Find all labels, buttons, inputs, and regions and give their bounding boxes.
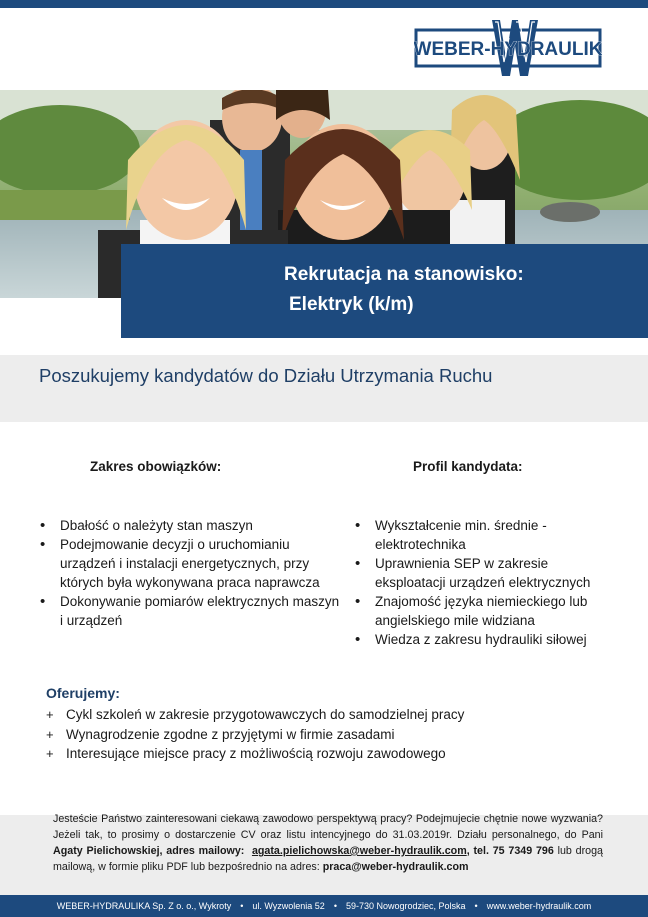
contact-email-link[interactable]: agata.pielichowska@weber-hydraulik.com — [251, 845, 467, 857]
offer-list — [46, 705, 464, 764]
footer-separator: • — [474, 901, 478, 911]
duties-heading: Zakres obowiązków: — [90, 459, 222, 474]
contact-intro: Jesteście Państwo zainteresowani ciekawą zawodowo perspektywą pracy? Podejmujecie chętnie nowe wyzwania? Jeżeli tak, to prosimy o dostarczenie CV oraz listu intencyjnego do 31.03.2019r. Działu personalnego, do Pani — [53, 813, 603, 841]
contact-email-general[interactable]: praca@weber-hydraulik.com — [322, 861, 469, 873]
list-item: • Uprawnienia SEP w zakresie eksploatacji urządzeń elektrycznych — [355, 554, 605, 592]
list-item: + Cykl szkoleń w zakresie przygotowawczych do samodzielnej pracy — [46, 705, 464, 725]
profile-list — [355, 516, 605, 649]
job-title-box — [121, 244, 648, 338]
footer-separator: • — [333, 901, 337, 911]
title-line-1: Rekrutacja na stanowisko: — [284, 264, 524, 285]
list-item: + Wynagrodzenie zgodne z przyjętymi w firmie zasadami — [46, 725, 464, 745]
top-accent-bar — [0, 0, 648, 8]
footer-city: 59-730 Nowogrodziec, Polska — [345, 901, 466, 911]
contact-comma: , — [466, 845, 470, 857]
contact-person: Agaty Pielichowskiej, adres mailowy: — [53, 845, 245, 857]
contact-phone: tel. 75 7349 796 — [473, 845, 554, 857]
offer-heading: Oferujemy: — [46, 685, 120, 701]
footer-website-link[interactable]: www.weber-hydraulik.com — [486, 901, 592, 911]
list-item: • Wiedza z zakresu hydrauliki siłowej — [355, 630, 605, 649]
contact-middle: lub drogą mailową, w formie pliku PDF lub bezpośrednio na adres: — [53, 845, 603, 873]
list-item: • Znajomość języka niemieckiego lub angielskiego mile widziana — [355, 592, 605, 630]
list-item: • Dbałość o należyty stan maszyn — [40, 516, 340, 535]
job-position-title: Elektryk (k/m) — [289, 294, 414, 315]
footer-bar — [0, 895, 648, 917]
duties-list — [40, 516, 340, 630]
list-item: • Dokonywanie pomiarów elektrycznych maszyn i urządzeń — [40, 592, 340, 630]
list-item: • Wykształcenie min. średnie - elektrotechnika — [355, 516, 605, 554]
department-heading: Poszukujemy kandydatów do Działu Utrzymania Ruchu — [39, 365, 493, 386]
footer-company: WEBER-HYDRAULIKA Sp. Z o. o., Wykroty — [56, 901, 232, 911]
footer-street: ul. Wyzwolenia 52 — [252, 901, 325, 911]
list-item: + Interesujące miejsce pracy z możliwością rozwoju zawodowego — [46, 744, 464, 764]
footer-separator: • — [240, 901, 244, 911]
list-item: • Podejmowanie decyzji o uruchomianiu urządzeń i instalacji energetycznych, przy których była wykonywana praca naprawcza — [40, 535, 340, 592]
weber-hydraulik-logo — [414, 18, 602, 78]
svg-text:WEBER-HYDRAULIK: WEBER-HYDRAULIK — [414, 39, 602, 60]
profile-heading: Profil kandydata: — [413, 459, 523, 474]
department-band — [0, 355, 648, 422]
contact-paragraph — [53, 811, 603, 875]
